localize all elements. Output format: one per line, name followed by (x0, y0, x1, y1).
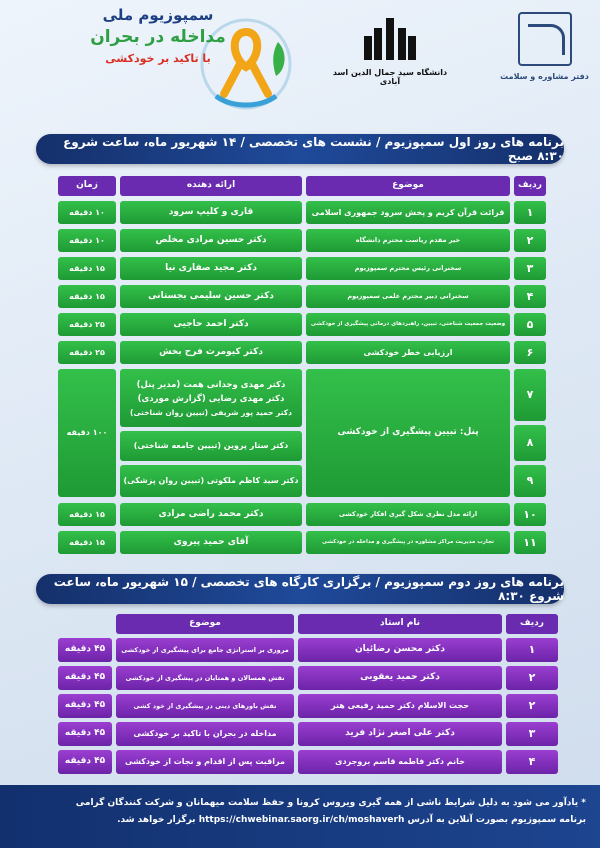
day2-banner: برنامه های روز دوم سمپوزیوم / برگزاری کارگاه های تخصصی / ۱۵ شهریور ماه، ساعت شروع ۸:۳۰ (36, 574, 564, 604)
row-topic: مروری بر استراتژی جامع برای پیشگیری از خودکشی (116, 638, 294, 662)
university-logo (330, 16, 450, 86)
row-topic: ارزیابی خطر خودکشی (306, 341, 510, 364)
symposium-title (58, 6, 258, 65)
footer-notice (0, 785, 600, 848)
panel-time: ۱۰۰ دقیقه (58, 369, 116, 497)
row-time: ۱۵ دقیقه (58, 257, 116, 280)
row-topic: ارائه مدل نظری شکل گیری افکار خودکشی (306, 503, 510, 526)
row-number: ۳ (506, 722, 558, 746)
row-instructor: حجت الاسلام دکتر حمید رفیعی هنر (298, 694, 502, 718)
row-instructor: دکتر محسن رضائیان (298, 638, 502, 662)
counseling-office-logo (497, 12, 592, 81)
row-topic: وضعیت جمعیت شناختی، تبیین، راهبردهای درمانی پیشگیری از خودکشی (306, 313, 510, 336)
row-instructor: دکتر علی اصغر نژاد فرید (298, 722, 502, 746)
row-number: ۲ (506, 666, 558, 690)
row-topic: سخنرانی رئیس محترم سمپوزیوم (306, 257, 510, 280)
day2-header-name: نام استاد (298, 614, 502, 634)
row-time: ۱۰ دقیقه (58, 229, 116, 252)
day1-header-time: زمان (58, 176, 116, 196)
row-presenter: قاری و کلیپ سرود (120, 201, 302, 224)
day1-header-topic: موضوع (306, 176, 510, 196)
row-number: ۳ (514, 257, 546, 280)
row-instructor: دکتر حمید یعقوبی (298, 666, 502, 690)
row-time: ۱۰ دقیقه (58, 201, 116, 224)
row-time: ۲۵ دقیقه (58, 313, 116, 336)
title-line-1: سمپوزیوم ملی (102, 6, 214, 24)
row-number: ۷ (514, 369, 546, 421)
row-number: ۴ (506, 750, 558, 774)
day2-header-topic: موضوع (116, 614, 294, 634)
panel-topic: پنل: تبیین پیشگیری از خودکشی (306, 369, 510, 497)
row-topic: خیر مقدم ریاست محترم دانشگاه (306, 229, 510, 252)
row-number: ۴ (514, 285, 546, 308)
row-topic: سخنرانی دبیر محترم علمی سمپوزیوم (306, 285, 510, 308)
row-number: ۹ (514, 465, 546, 497)
row-time: ۱۵ دقیقه (58, 285, 116, 308)
footer-line-1: * یادآور می شود به دلیل شرایط ناشی از همه گیری ویروس کرونا و حفظ سلامت میهمانان و شرکت کنندگان گرامی (75, 798, 586, 808)
row-topic: قرائت قرآن کریم و پخش سرود جمهوری اسلامی (306, 201, 510, 224)
row-presenter: دکتر مجید صفاری نیا (120, 257, 302, 280)
title-line-3: با تاکید بر خودکشی (105, 52, 211, 65)
panel-presenter-3: دکتر سید کاظم ملکوتی (تبیین روان پزشکی) (120, 465, 302, 497)
counseling-office-emblem-icon (518, 12, 572, 66)
office-caption: دفتر مشاوره و سلامت (500, 72, 589, 81)
row-number: ۶ (514, 341, 546, 364)
row-presenter: دکتر محمد راضی مرادی (120, 503, 302, 526)
row-presenter: دکتر حسین سلیمی بجستانی (120, 285, 302, 308)
footer-line-2: برنامه سمپوزیوم بصورت آنلاین به آدرس https://chwebinar.saorg.ir/ch/moshaverh برگزار خواهد شد. (117, 815, 586, 826)
row-topic: مداخله در بحران با تاکید بر خودکشی (116, 722, 294, 746)
university-emblem-icon (360, 16, 420, 60)
row-presenter: دکتر احمد حاجیی (120, 313, 302, 336)
university-caption: دانشگاه سید جمال الدین اسد آبادی (332, 68, 448, 86)
panel-presenter: دکتر مهدی وجدانی همت (مدیر پنل) (136, 379, 286, 390)
row-number: ۲ (506, 694, 558, 718)
row-number: ۱ (506, 638, 558, 662)
row-time: ۲۵ دقیقه (58, 341, 116, 364)
header (0, 0, 600, 120)
row-time: ۴۵ دقیقه (58, 750, 112, 774)
title-line-2: مداخله در بحران (90, 27, 226, 47)
panel-presenter-2: دکتر ستار پروین (تبیین جامعه شناختی) (120, 431, 302, 461)
day1-header-row: ردیف (514, 176, 546, 196)
panel-presenters-group-1 (120, 369, 302, 427)
row-number: ۵ (514, 313, 546, 336)
row-number: ۲ (514, 229, 546, 252)
row-presenter: دکتر حسین مرادی مخلص (120, 229, 302, 252)
row-instructor: خانم دکتر فاطمه قاسم بروجردی (298, 750, 502, 774)
row-time: ۱۵ دقیقه (58, 531, 116, 554)
day2-header-row: ردیف (506, 614, 558, 634)
day1-banner: برنامه های روز اول سمپوزیوم / نشست های تخصصی / ۱۴ شهریور ماه، ساعت شروع ۸:۳۰ صبح (36, 134, 564, 164)
row-number: ۱۱ (514, 531, 546, 554)
row-time: ۴۵ دقیقه (58, 694, 112, 718)
row-topic: نقش همسالان و همتایان در پیشگیری از خودکشی (116, 666, 294, 690)
row-time: ۴۵ دقیقه (58, 722, 112, 746)
panel-presenter: دکتر مهدی رضایی (گزارش موردی) (137, 393, 285, 404)
row-time: ۴۵ دقیقه (58, 638, 112, 662)
row-number: ۸ (514, 425, 546, 461)
row-number: ۱۰ (514, 503, 546, 526)
row-number: ۱ (514, 201, 546, 224)
day1-header-presenter: ارائه دهنده (120, 176, 302, 196)
row-presenter: آقای حمید پیروی (120, 531, 302, 554)
row-topic: مراقبت پس از اقدام و نجات از خودکشی (116, 750, 294, 774)
panel-presenter: دکتر حمید پور شریفی (تبیین روان شناختی) (130, 407, 292, 417)
row-presenter: دکتر کیومرث فرح بخش (120, 341, 302, 364)
row-topic: نقش باورهای دینی در پیشگیری از خود کشی (116, 694, 294, 718)
row-topic: تجارب مدیریت مراکز مشاوره در پیشگیری و مداخله در خودکشی (306, 531, 510, 554)
row-time: ۴۵ دقیقه (58, 666, 112, 690)
row-time: ۱۵ دقیقه (58, 503, 116, 526)
